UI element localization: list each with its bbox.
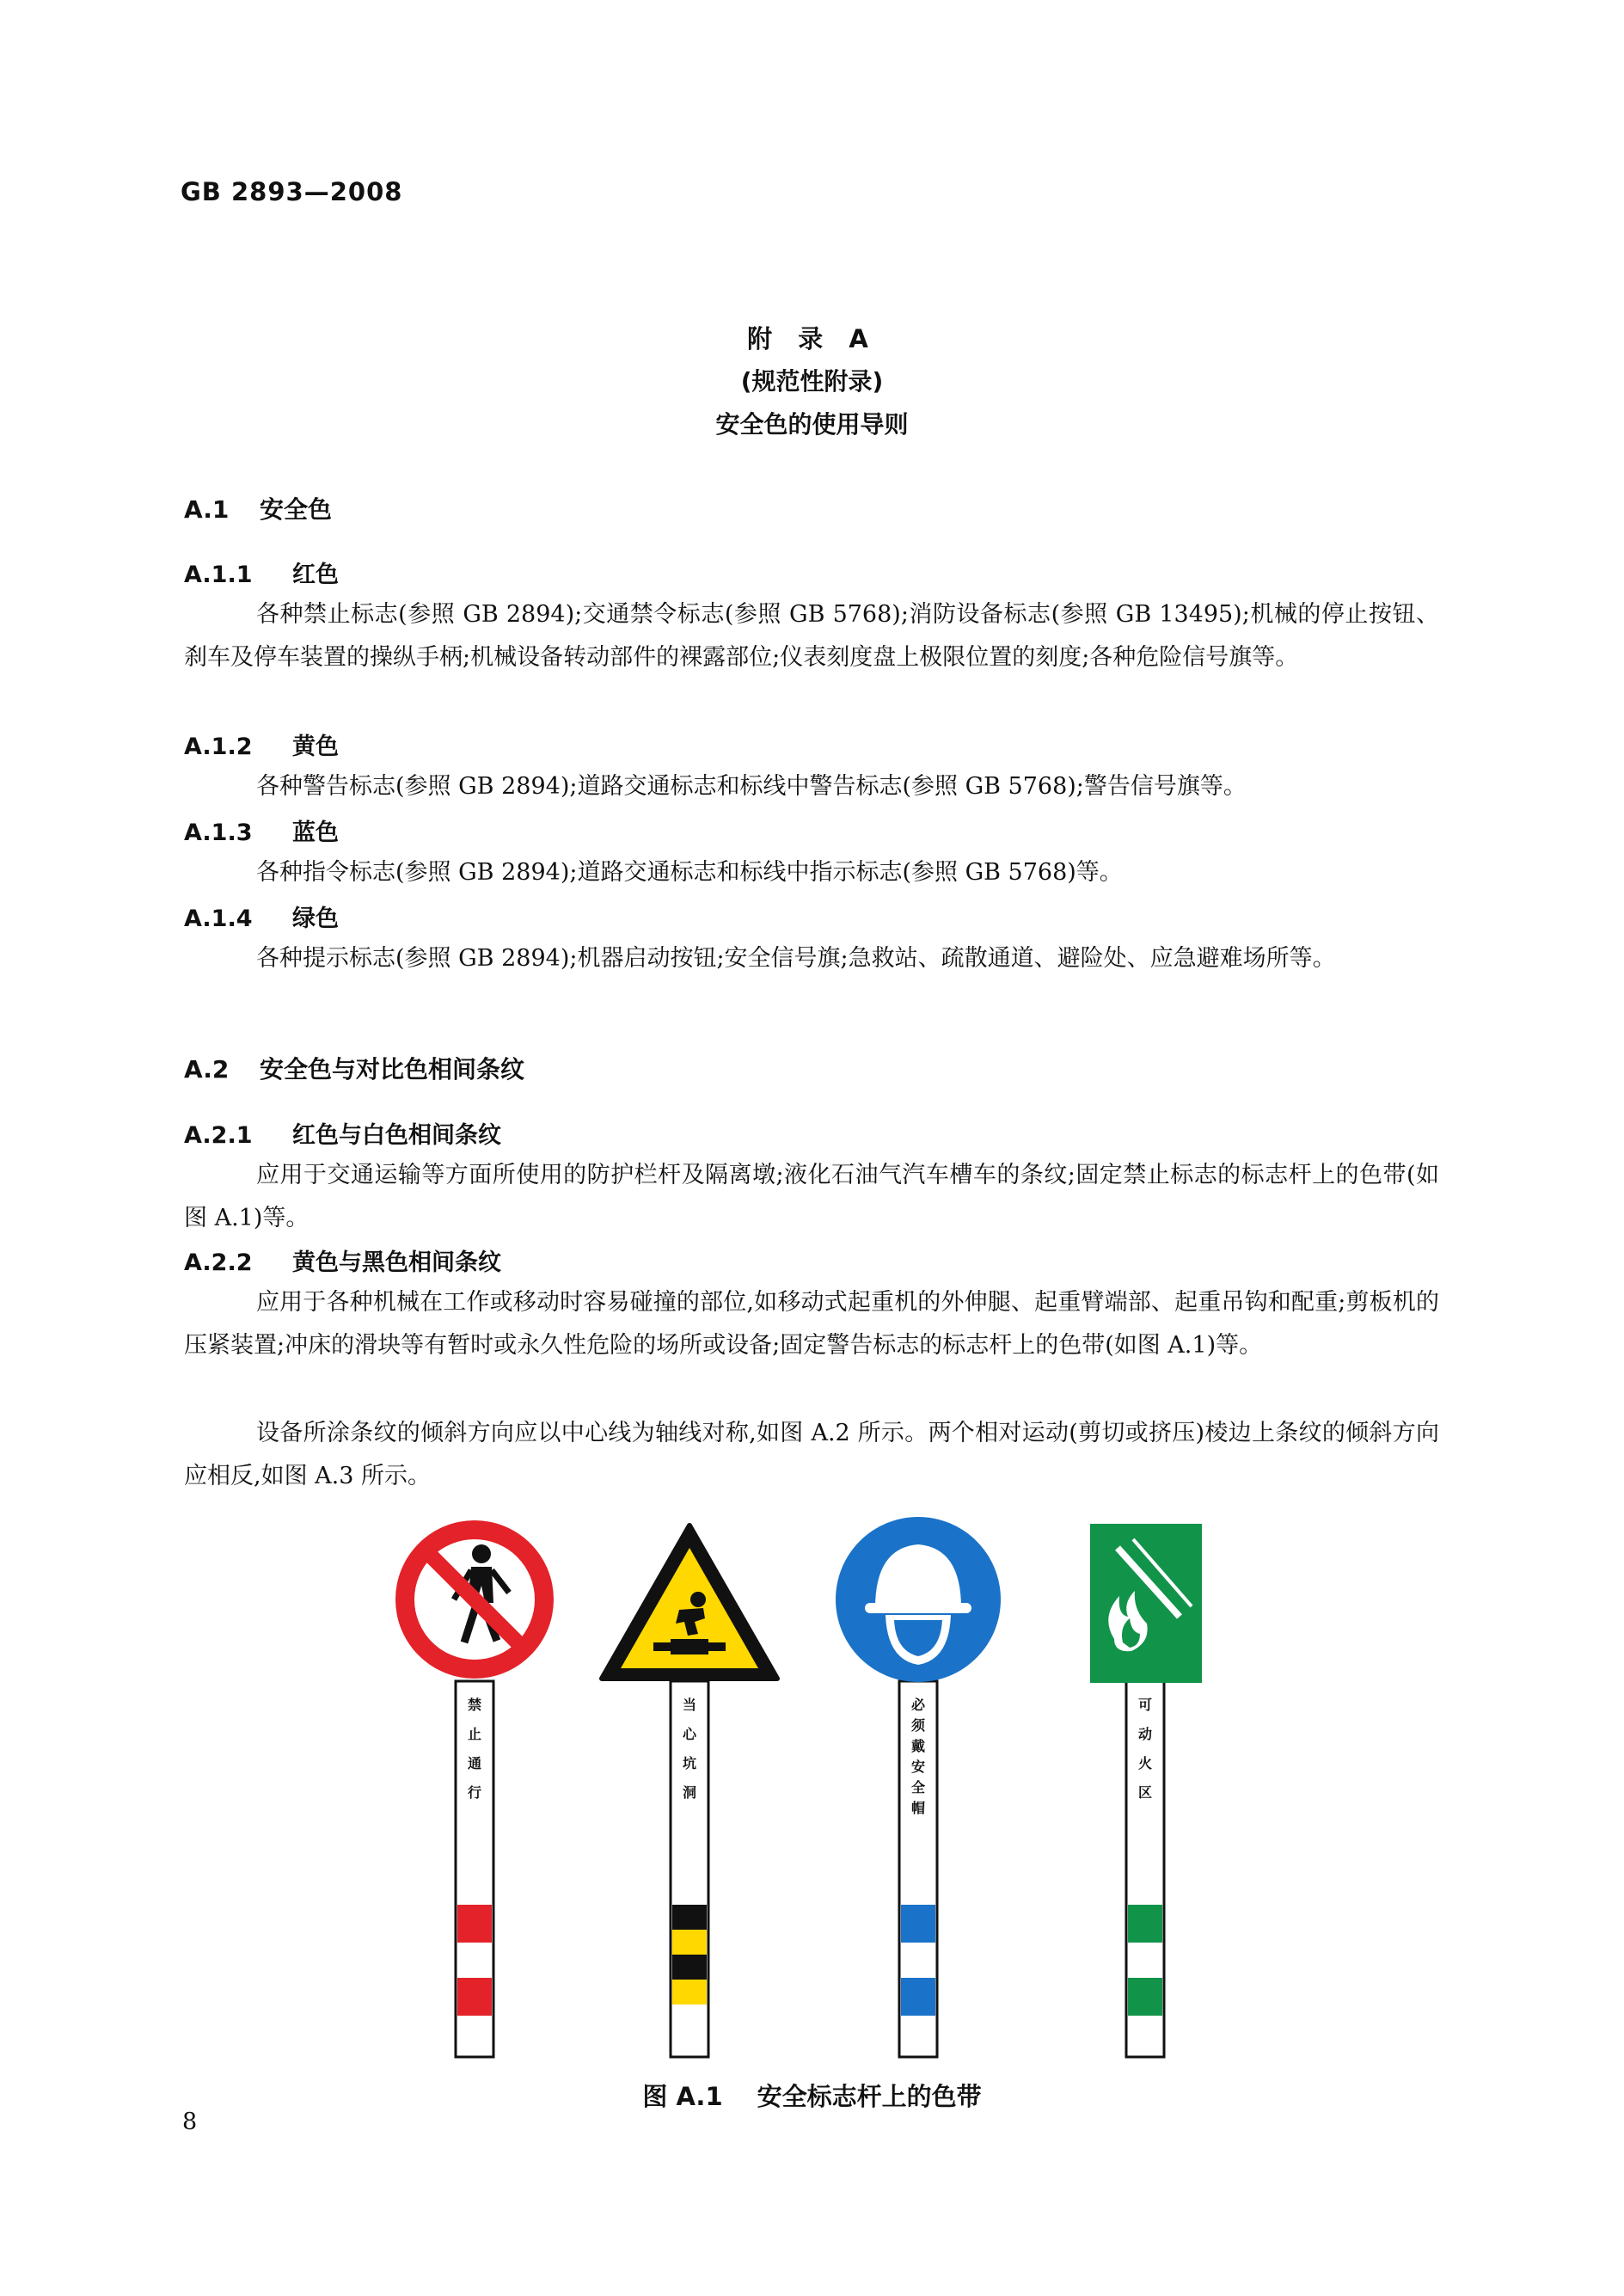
- section-title: 绿色: [292, 906, 339, 932]
- section-number: A.2: [184, 1055, 230, 1084]
- section-a1-3-heading: [184, 813, 339, 847]
- pole-label-prohibition: 禁止通行: [467, 1697, 482, 1801]
- section-a1-1-text: 各种禁止标志(参照 GB 2894);交通禁令标志(参照 GB 5768);消防设备标志(参照 GB 13495);机械的停止按钮、刹车及停车装置的操纵手柄;机械设备转动部件的裸露部位;仪表刻度盘上极限位置的刻度;各种危险信号旗等。: [184, 601, 1439, 671]
- figure-label: 图 A.1: [642, 2082, 723, 2111]
- section-number: A.1.2: [184, 734, 253, 760]
- color-band: [672, 1930, 707, 1955]
- color-band: [457, 1905, 492, 1943]
- section-number: A.2.2: [184, 1249, 253, 1276]
- color-band: [901, 1905, 935, 1943]
- section-a1-2-text: 各种警告标志(参照 GB 2894);道路交通标志和标线中警告标志(参照 GB 5768);警告信号旗等。: [256, 773, 1247, 800]
- pole-label-mandatory: 必须戴安全帽: [910, 1697, 926, 1816]
- color-band: [672, 1980, 707, 2004]
- color-band: [901, 1978, 935, 2016]
- section-a1-4-text: 各种提示标志(参照 GB 2894);机器启动按钮;安全信号旗;急救站、疏散通道、避险处、应急避难场所等。: [256, 945, 1336, 972]
- annex-name: 安全色的使用导则: [715, 410, 909, 439]
- mandatory-sign: [836, 1517, 1001, 1682]
- section-a1-1-heading: [184, 556, 339, 589]
- pole-label-info: 可动火区: [1137, 1697, 1153, 1801]
- figure-a1: [0, 1513, 1624, 2064]
- section-title: 黄色: [292, 734, 339, 760]
- section-number: A.1: [184, 495, 230, 524]
- section-number: A.2.1: [184, 1122, 253, 1149]
- standard-code: GB 2893—2008: [181, 177, 403, 206]
- prohibition-sign: [395, 1520, 554, 1679]
- page-number: 8: [182, 2109, 198, 2135]
- color-band: [672, 1905, 707, 1930]
- figure-caption-text: 安全标志杆上的色带: [757, 2082, 982, 2111]
- figure-caption: [0, 2078, 1624, 2113]
- pole-labels: [468, 1697, 1152, 1816]
- section-number: A.1.4: [184, 906, 253, 932]
- annex-title: 附 录 A: [747, 324, 877, 353]
- pole-label-warning: 当心坑洞: [682, 1697, 697, 1801]
- section-title: 红色: [292, 562, 339, 588]
- section-title: 蓝色: [292, 820, 339, 846]
- warning-sign: [602, 1526, 777, 1679]
- section-title: 红色与白色相间条纹: [292, 1122, 501, 1149]
- color-band: [1128, 1905, 1162, 1943]
- section-title: 安全色与对比色相间条纹: [260, 1055, 525, 1084]
- section-a2-1-heading: [184, 1116, 501, 1150]
- section-title: 安全色: [260, 495, 333, 524]
- color-band: [1128, 1978, 1162, 2016]
- section-a2-2-text: 应用于各种机械在工作或移动时容易碰撞的部位,如移动式起重机的外伸腿、起重臂端部、起重吊钩和配重;剪板机的压紧装置;冲床的滑块等有暂时或永久性危险的场所或设备;固定警告标志的标志杆上的色带(如图 A.1)等。: [184, 1289, 1439, 1359]
- section-a1-3-text: 各种指令标志(参照 GB 2894);道路交通标志和标线中指示标志(参照 GB 5768)等。: [256, 859, 1123, 886]
- section-a1-4-heading: [184, 899, 339, 933]
- info-sign: [1090, 1524, 1202, 1683]
- annex-subtitle: (规范性附录): [740, 367, 884, 396]
- color-band: [457, 1978, 492, 2016]
- section-a2-note-text: 设备所涂条纹的倾斜方向应以中心线为轴线对称,如图 A.2 所示。两个相对运动(剪切或挤压)棱边上条纹的倾斜方向应相反,如图 A.3 所示。: [184, 1420, 1439, 1489]
- sign-field: [1090, 1524, 1202, 1683]
- section-a2-1-text: 应用于交通运输等方面所使用的防护栏杆及隔离墩;液化石油气汽车槽车的条纹;固定禁止标志的标志杆上的色带(如图 A.1)等。: [184, 1162, 1439, 1231]
- color-band: [672, 1955, 707, 1980]
- section-a2-heading: [184, 1051, 524, 1085]
- section-a2-2-heading: [184, 1243, 501, 1277]
- section-a1-heading: [184, 491, 332, 525]
- section-number: A.1.1: [184, 562, 253, 588]
- section-a1-2-heading: [184, 727, 339, 761]
- section-number: A.1.3: [184, 820, 253, 846]
- section-title: 黄色与黑色相间条纹: [292, 1249, 501, 1276]
